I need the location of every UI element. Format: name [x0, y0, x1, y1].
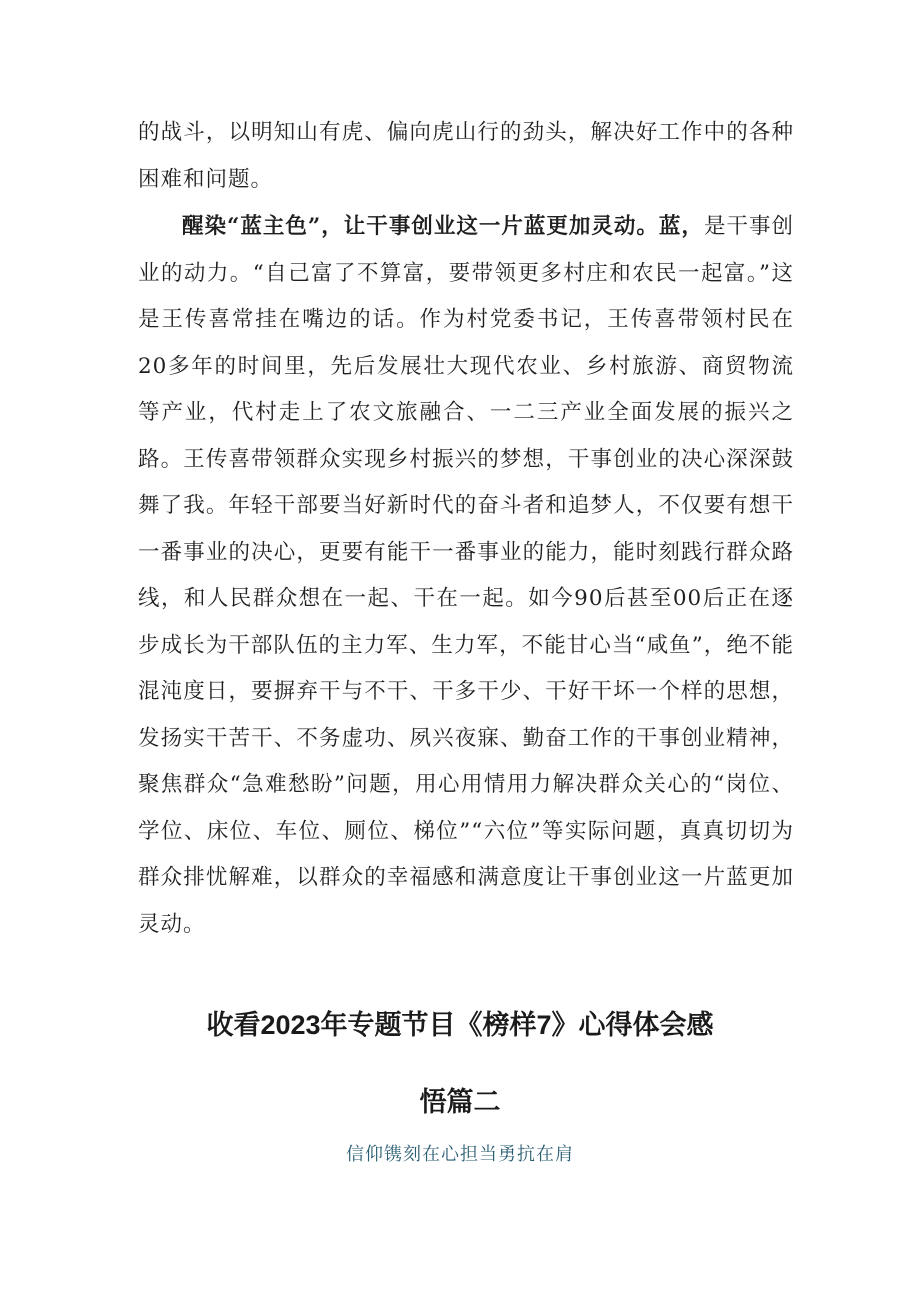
- article-title-line2: 悟篇二: [419, 1087, 501, 1117]
- paragraph-blue: [138, 204, 794, 948]
- paragraph-heading: 醒染“蓝主色”，让干事创业这一片蓝更加灵动。蓝，: [182, 214, 704, 239]
- paragraph-continuation: [138, 110, 794, 203]
- paragraph-body: 是干事创业的动力。“自己富了不算富，要带领更多村庄和农民一起富。”这是王传喜常挂在嘴边的话。作为村党委书记，王传喜带领村民在20多年的时间里，先后发展壮大现代农业、乡村旅游、商贸物流等产业，代村走上了农文旅融合、一二三产业全面发展的振兴之路。王传喜带领群众实现乡村振兴的梦想，干事创业的决心深深鼓舞了我。年轻干部要当好新时代的奋斗者和追梦人，不仅要有想干一番事业的决心，更要有能干一番事业的能力，能时刻践行群众路线，和人民群众想在一起、干在一起。如今90后甚至00后正在逐步成长为干部队伍的主力军、生力军，不能甘心当“咸鱼”，绝不能混沌度日，要摒弃干与不干、干多干少、干好干坏一个样的思想，发扬实干苦干、不务虚功、夙兴夜寐、勤奋工作的干事创业精神，聚焦群众“急难愁盼”问题，用心用情用力解决群众关心的“岗位、学位、床位、车位、厕位、梯位”“六位”等实际问题，真真切切为群众排忧解难，以群众的幸福感和满意度让干事创业这一片蓝更加灵动。: [138, 214, 794, 937]
- article-subtitle: 信仰镌刻在心担当勇抗在肩: [346, 1144, 574, 1165]
- article-title-line1: 收看2023年专题节目《榜样7》心得体会感: [206, 1010, 714, 1040]
- paragraph-text: 的战斗，以明知山有虎、偏向虎山行的劲头，解决好工作中的各种困难和问题。: [138, 120, 794, 192]
